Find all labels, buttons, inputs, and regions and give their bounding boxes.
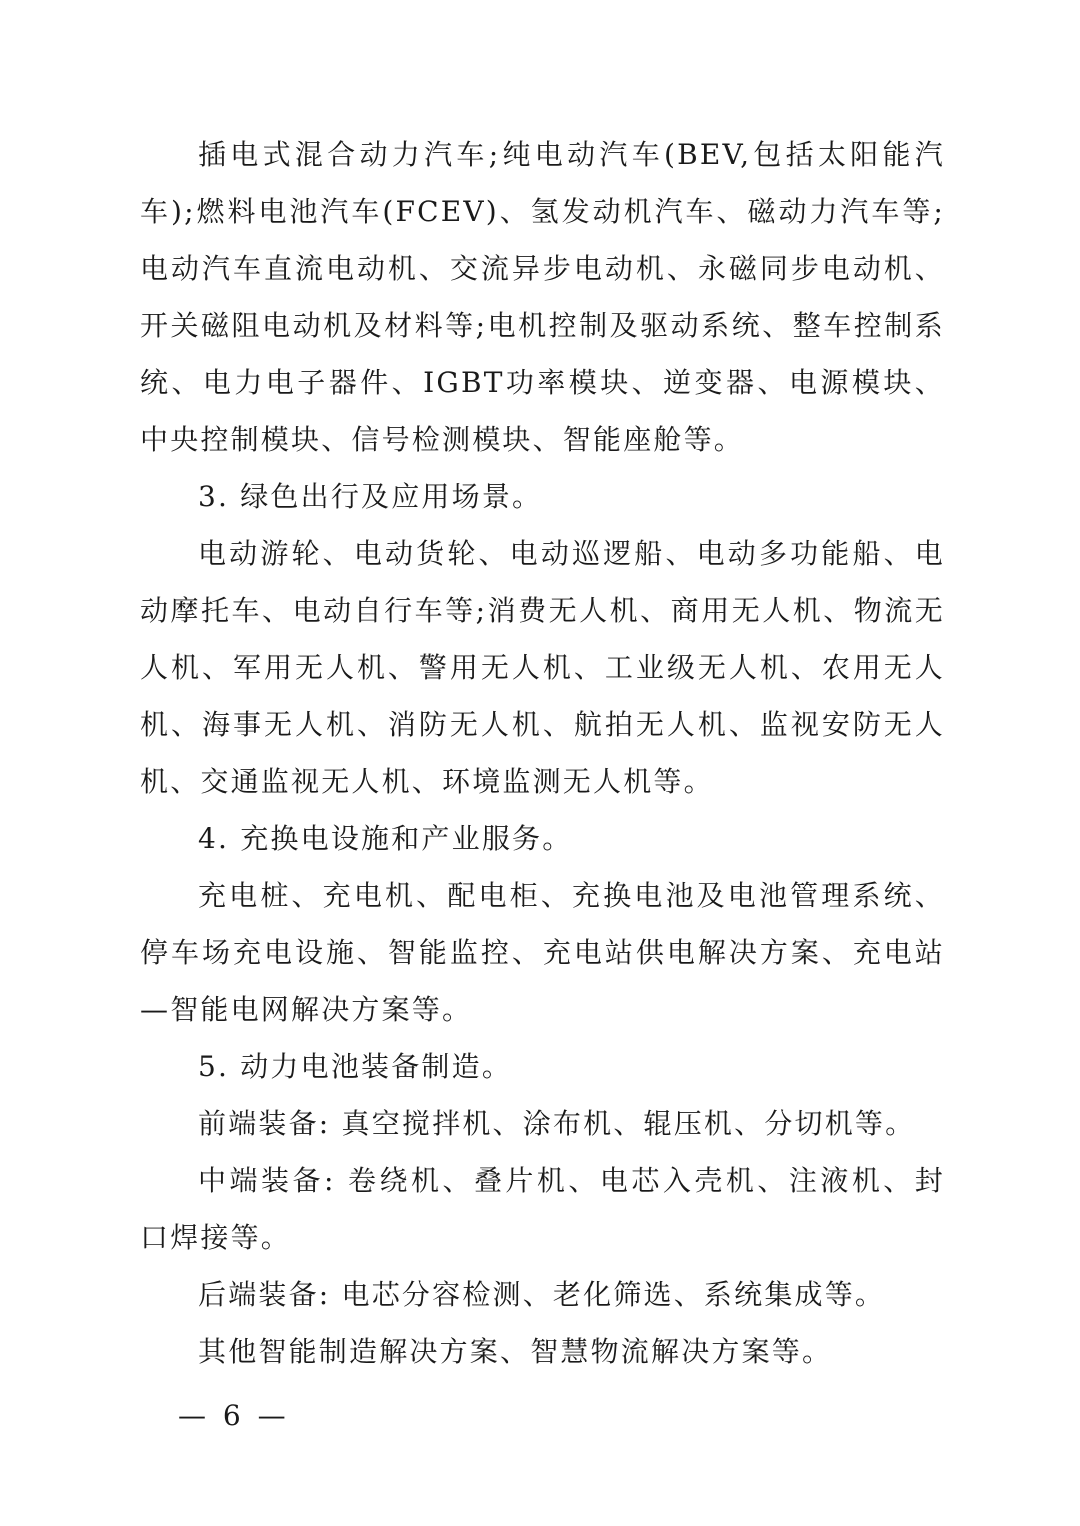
paragraph-mid-end-equipment: 中端装备: 卷绕机、叠片机、电芯入壳机、注液机、封口焊接等。 — [140, 1164, 945, 1254]
heading-green-travel: 3. 绿色出行及应用场景。 — [198, 480, 543, 513]
document-body — [140, 126, 945, 1380]
page-number: — 6 — — [178, 1399, 290, 1432]
paragraph-front-end-equipment: 前端装备: 真空搅拌机、涂布机、辊压机、分切机等。 — [198, 1107, 916, 1140]
paragraph-charging-equipment: 充电桩、充电机、配电柜、充换电池及电池管理系统、停车场充电设施、智能监控、充电站供电解决方案、充电站—智能电网解决方案等。 — [140, 879, 945, 1026]
paragraph-back-end-equipment: 后端装备: 电芯分容检测、老化筛选、系统集成等。 — [198, 1278, 886, 1311]
heading-battery-equipment: 5. 动力电池装备制造。 — [198, 1050, 513, 1083]
paragraph-other-solutions: 其他智能制造解决方案、智慧物流解决方案等。 — [198, 1335, 833, 1368]
heading-charging-facilities: 4. 充换电设施和产业服务。 — [198, 822, 573, 855]
paragraph-electric-vessels-drones: 电动游轮、电动货轮、电动巡逻船、电动多功能船、电动摩托车、电动自行车等;消费无人机、商用无人机、物流无人机、军用无人机、警用无人机、工业级无人机、农用无人机、海事无人机、消防无人机、航拍无人机、监视安防无人机、交通监视无人机、环境监测无人机等。 — [140, 537, 945, 798]
paragraph-vehicle-types: 插电式混合动力汽车;纯电动汽车(BEV,包括太阳能汽车);燃料电池汽车(FCEV)、氢发动机汽车、磁动力汽车等;电动汽车直流电动机、交流异步电动机、永磁同步电动机、开关磁阻电动机及材料等;电机控制及驱动系统、整车控制系统、电力电子器件、IGBT功率模块、逆变器、电源模块、中央控制模块、信号检测模块、智能座舱等。 — [140, 138, 945, 456]
